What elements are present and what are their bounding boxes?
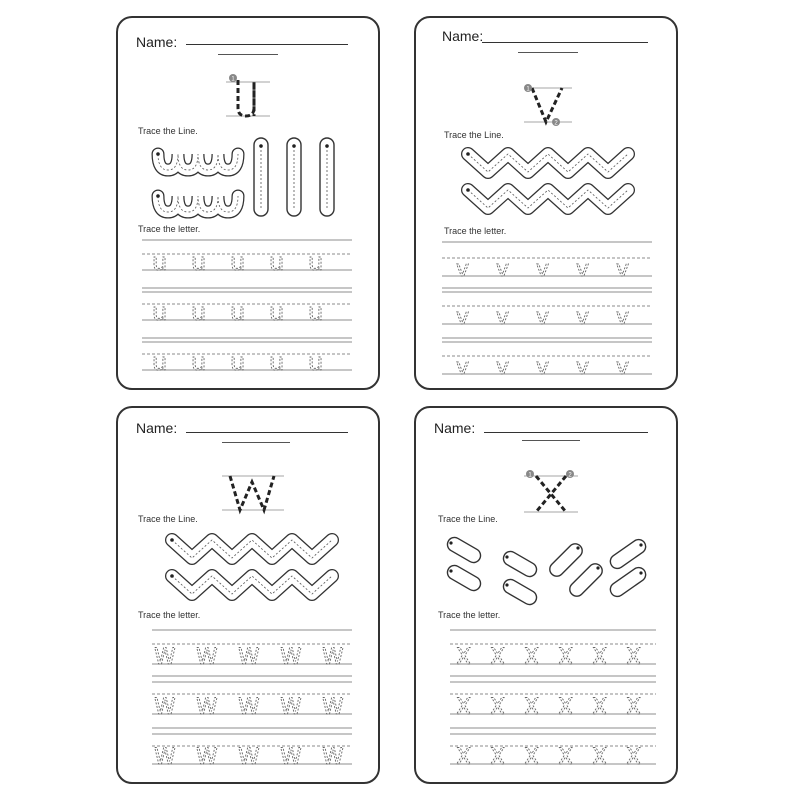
name-label: Name: bbox=[442, 28, 484, 44]
worksheet-x bbox=[414, 406, 678, 784]
trace-line-label: Trace the Line. bbox=[138, 514, 198, 524]
svg-text:X: X bbox=[626, 745, 642, 770]
name-field[interactable] bbox=[186, 44, 348, 45]
svg-text:u: u bbox=[152, 248, 168, 276]
worksheet-w bbox=[116, 406, 380, 784]
divider-line bbox=[218, 54, 278, 55]
divider-line bbox=[222, 442, 290, 443]
svg-text:v: v bbox=[536, 257, 550, 282]
svg-text:X: X bbox=[524, 745, 540, 770]
svg-text:v: v bbox=[616, 257, 630, 282]
letter-practice-rows bbox=[152, 630, 352, 770]
vertical-bars bbox=[254, 138, 334, 216]
name-field[interactable] bbox=[186, 432, 348, 433]
svg-text:X: X bbox=[626, 695, 642, 720]
name-label: Name: bbox=[136, 34, 178, 50]
svg-text:X: X bbox=[558, 745, 574, 770]
name-label: Name: bbox=[136, 420, 178, 436]
svg-text:W: W bbox=[280, 645, 302, 670]
svg-text:u: u bbox=[230, 348, 246, 376]
svg-text:W: W bbox=[322, 645, 344, 670]
trace-line-pattern bbox=[164, 528, 342, 608]
svg-text:X: X bbox=[558, 695, 574, 720]
svg-text:W: W bbox=[280, 745, 302, 770]
svg-text:W: W bbox=[154, 745, 176, 770]
svg-text:1: 1 bbox=[526, 86, 530, 93]
svg-text:u: u bbox=[269, 348, 285, 376]
loop-row-2 bbox=[156, 194, 238, 212]
svg-text:X: X bbox=[490, 645, 506, 670]
svg-text:u: u bbox=[308, 348, 324, 376]
svg-text:X: X bbox=[524, 695, 540, 720]
svg-text:v: v bbox=[616, 305, 630, 330]
svg-text:2: 2 bbox=[568, 472, 572, 479]
trace-line-label: Trace the Line. bbox=[438, 514, 498, 524]
trace-letter-label: Trace the letter. bbox=[138, 610, 201, 620]
svg-text:W: W bbox=[196, 645, 218, 670]
loop-row-1 bbox=[156, 152, 238, 170]
svg-text:v: v bbox=[576, 355, 590, 380]
svg-text:W: W bbox=[322, 695, 344, 720]
svg-text:u: u bbox=[230, 298, 246, 326]
name-field[interactable] bbox=[484, 432, 648, 433]
trace-letter-label: Trace the letter. bbox=[138, 224, 201, 234]
svg-text:X: X bbox=[558, 645, 574, 670]
svg-text:X: X bbox=[490, 745, 506, 770]
letter-practice-rows bbox=[142, 240, 352, 380]
svg-text:X: X bbox=[592, 645, 608, 670]
svg-text:v: v bbox=[496, 305, 510, 330]
svg-text:W: W bbox=[154, 645, 176, 670]
svg-text:u: u bbox=[230, 248, 246, 276]
svg-text:u: u bbox=[191, 348, 207, 376]
svg-text:W: W bbox=[238, 695, 260, 720]
svg-text:u: u bbox=[269, 298, 285, 326]
trace-line-pattern bbox=[460, 142, 638, 222]
svg-text:X: X bbox=[456, 745, 472, 770]
svg-text:v: v bbox=[616, 355, 630, 380]
svg-text:W: W bbox=[238, 745, 260, 770]
letter-model bbox=[520, 466, 582, 518]
svg-text:W: W bbox=[196, 745, 218, 770]
svg-text:u: u bbox=[269, 248, 285, 276]
trace-line-label: Trace the Line. bbox=[138, 126, 198, 136]
letter-model bbox=[218, 68, 278, 124]
trace-letter-label: Trace the letter. bbox=[438, 610, 501, 620]
trace-line-label: Trace the Line. bbox=[444, 130, 504, 140]
svg-text:X: X bbox=[524, 645, 540, 670]
svg-text:v: v bbox=[496, 257, 510, 282]
svg-text:W: W bbox=[154, 695, 176, 720]
svg-text:X: X bbox=[456, 695, 472, 720]
svg-text:1: 1 bbox=[528, 472, 532, 479]
letter-model bbox=[218, 468, 288, 518]
trace-line-pattern bbox=[150, 138, 350, 228]
svg-text:X: X bbox=[626, 645, 642, 670]
name-field[interactable] bbox=[482, 42, 648, 43]
svg-text:v: v bbox=[456, 257, 470, 282]
start-marker-label: 1 bbox=[231, 76, 235, 83]
svg-text:v: v bbox=[536, 305, 550, 330]
name-label: Name: bbox=[434, 420, 476, 436]
svg-text:v: v bbox=[536, 355, 550, 380]
svg-text:W: W bbox=[280, 695, 302, 720]
letter-practice-rows bbox=[442, 242, 652, 382]
svg-text:u: u bbox=[308, 298, 324, 326]
svg-text:X: X bbox=[592, 695, 608, 720]
svg-text:W: W bbox=[196, 695, 218, 720]
svg-text:u: u bbox=[191, 248, 207, 276]
svg-text:W: W bbox=[322, 745, 344, 770]
svg-text:u: u bbox=[191, 298, 207, 326]
divider-line bbox=[518, 52, 578, 53]
svg-text:u: u bbox=[152, 298, 168, 326]
letter-model bbox=[518, 80, 578, 130]
svg-text:v: v bbox=[496, 355, 510, 380]
letter-practice-rows bbox=[450, 630, 656, 770]
worksheet-v bbox=[414, 16, 678, 390]
worksheet-u bbox=[116, 16, 380, 390]
divider-line bbox=[522, 440, 580, 441]
svg-text:X: X bbox=[456, 645, 472, 670]
svg-text:W: W bbox=[238, 645, 260, 670]
svg-text:u: u bbox=[152, 348, 168, 376]
svg-text:X: X bbox=[592, 745, 608, 770]
trace-letter-label: Trace the letter. bbox=[444, 226, 507, 236]
svg-text:X: X bbox=[490, 695, 506, 720]
trace-line-pattern bbox=[442, 534, 652, 608]
svg-text:v: v bbox=[456, 305, 470, 330]
svg-text:v: v bbox=[456, 355, 470, 380]
svg-text:2: 2 bbox=[554, 120, 558, 127]
svg-text:v: v bbox=[576, 257, 590, 282]
svg-text:v: v bbox=[576, 305, 590, 330]
svg-text:u: u bbox=[308, 248, 324, 276]
